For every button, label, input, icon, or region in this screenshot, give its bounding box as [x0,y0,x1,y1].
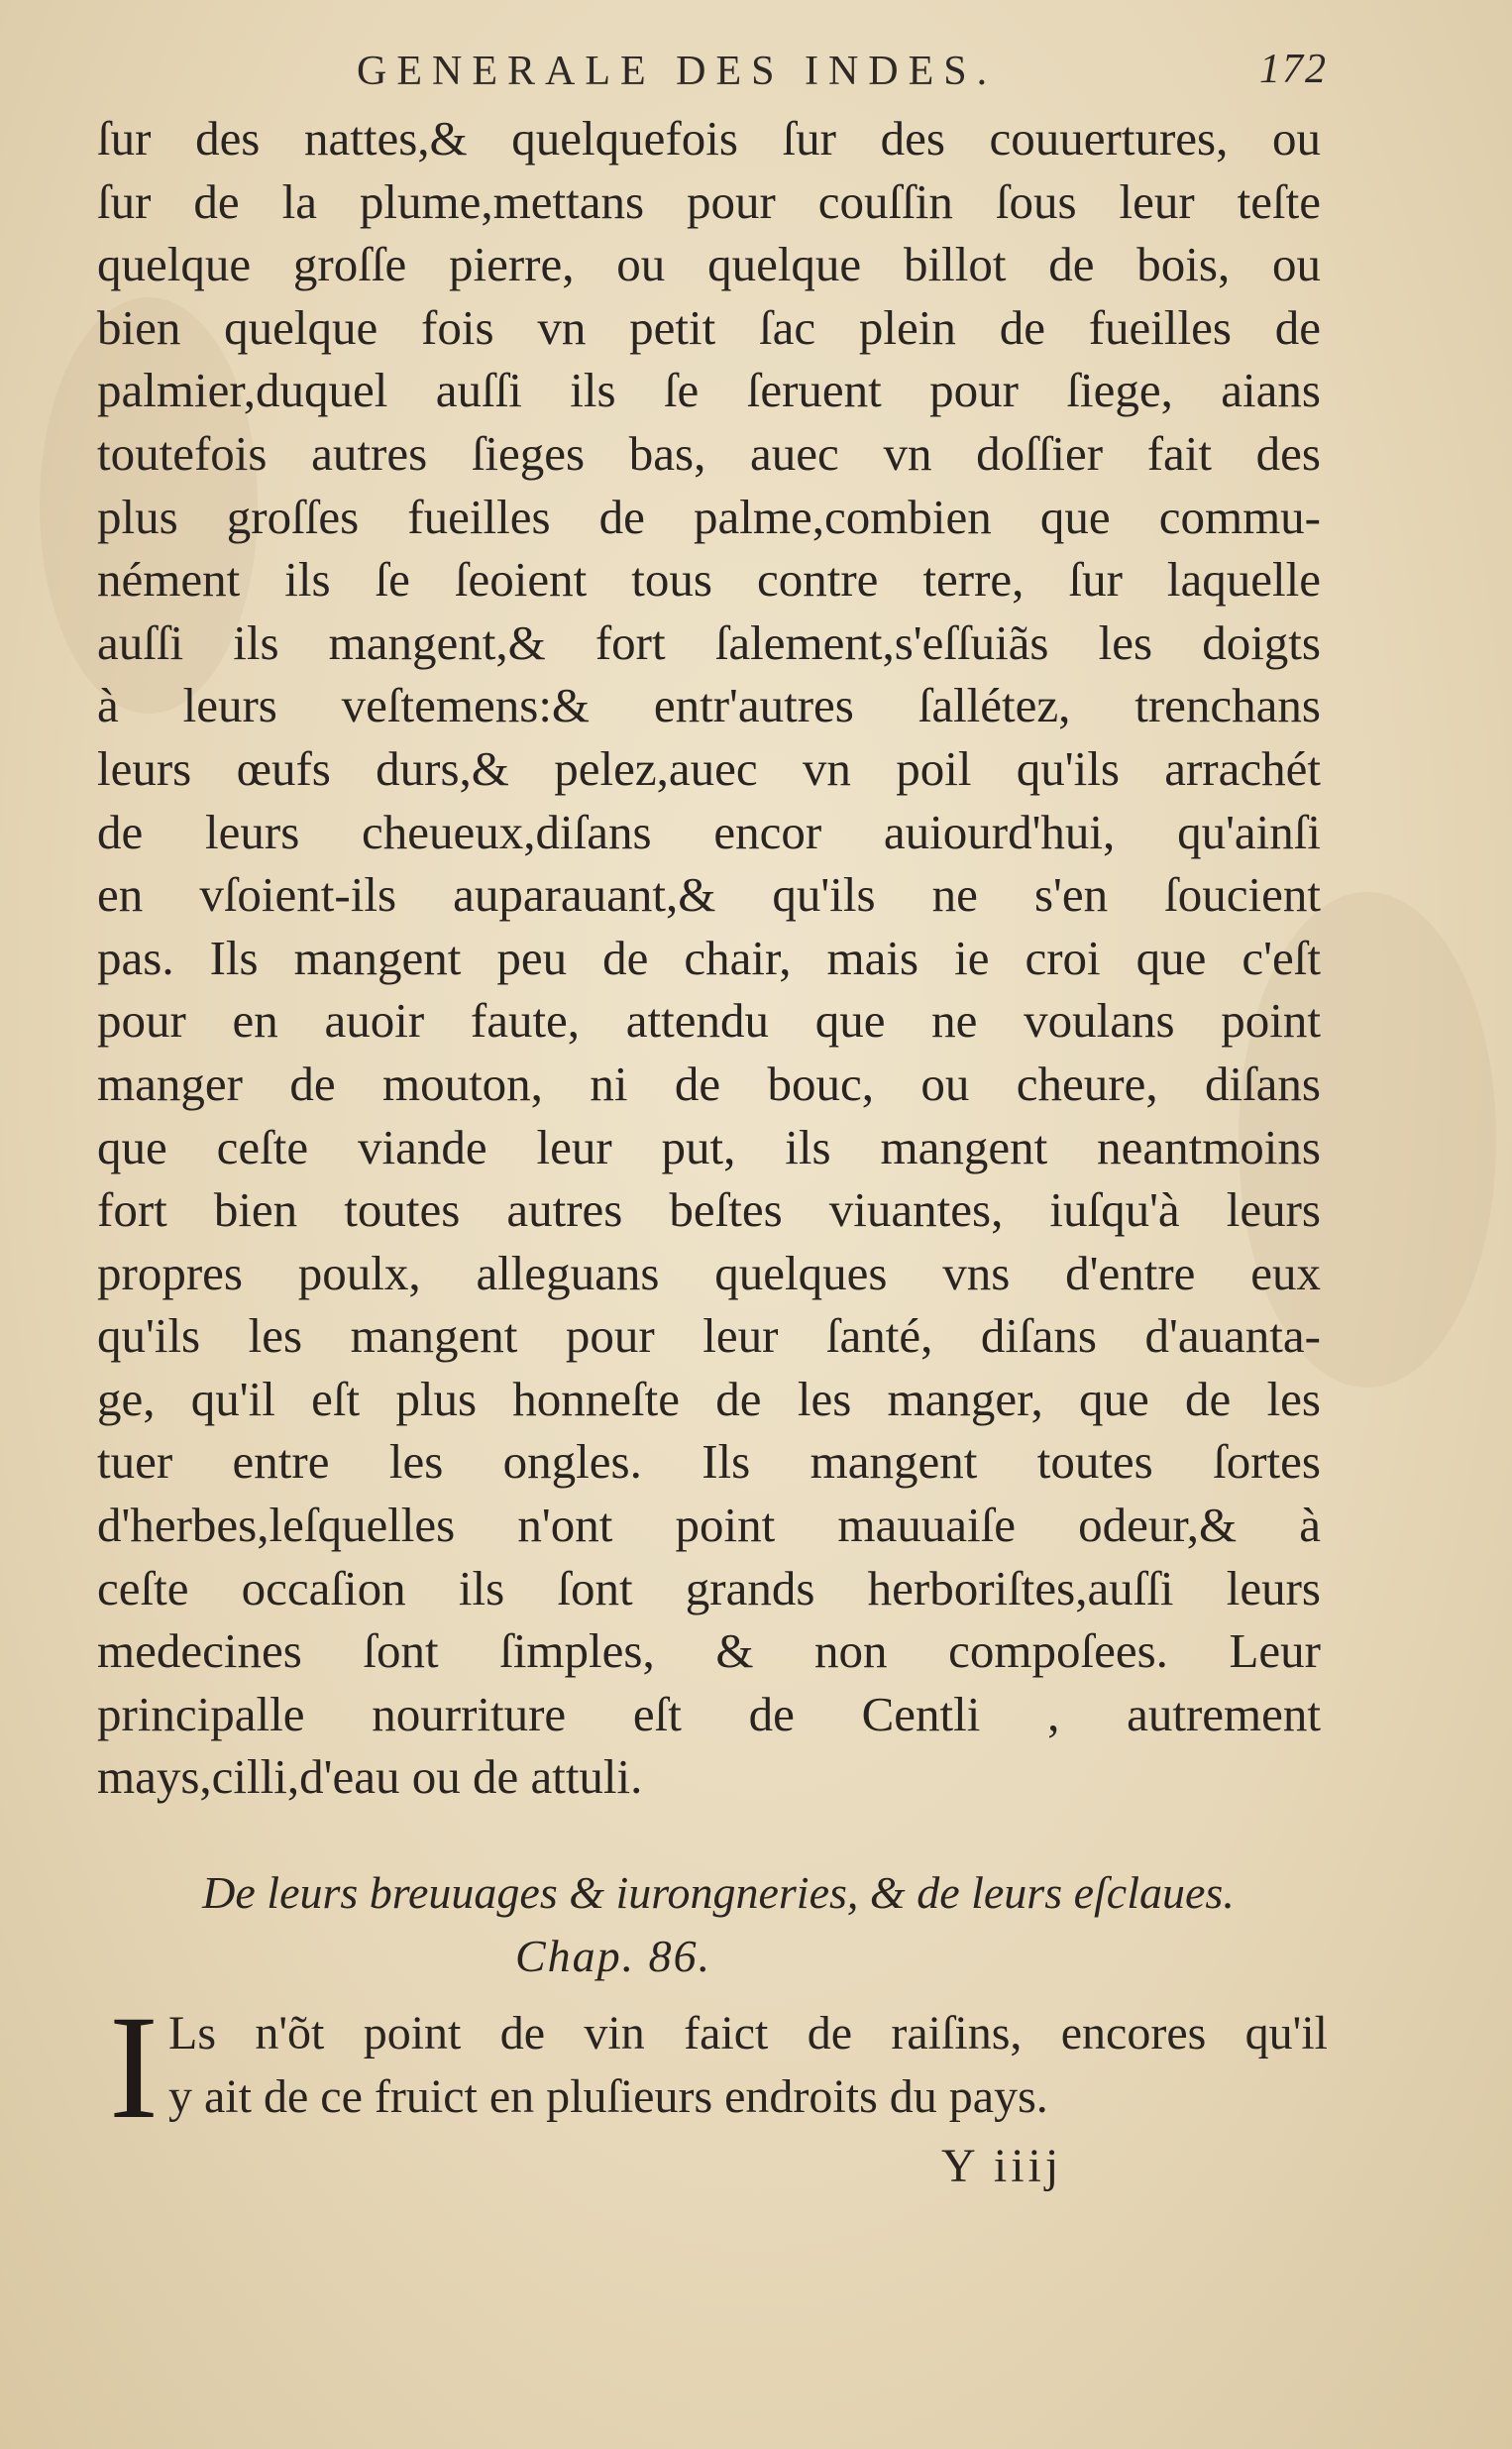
text-line: d'herbes,leſquelles n'ont point mauuaiſe odeur,& à [97,1498,1321,1553]
running-head [297,40,1328,99]
text-line: mays,cilli,d'eau ou de attuli. [97,1749,643,1805]
text-line: tuer entre les ongles. Ils mangent toutes ſortes [97,1434,1321,1490]
chapter-title: De leurs breuuages & iurongneries, & de leurs eſclaues. [202,1867,1235,1918]
text-line: de leurs cheueux,diſans encor auiourd'hui, qu'ainſi [97,804,1321,859]
running-title: GENERALE DES INDES. [357,49,998,94]
text-line: ſur des nattes,& quelquefois ſur des couuertures, ou [97,111,1321,166]
text-line: bien quelque fois vn petit ſac plein de fueilles de [97,299,1321,355]
text-line: auſſi ils mangent,& fort ſalement,s'eſſuiãs les doigts [97,614,1321,670]
text-line: que ceſte viande leur put, ils mangent neantmoins [97,1119,1321,1174]
folio-number: 172 [1259,47,1328,92]
text-line: leurs œufs durs,& pelez,auec vn poil qu'ils arrachét [97,740,1321,796]
opening-text [168,2002,1328,2129]
text-line: principalle nourriture eſt de Centli , autrement [97,1686,1321,1741]
text-line: en vſoient-ils auparauant,& qu'ils ne s'en ſoucient [97,867,1321,923]
text-line: qu'ils les mangent pour leur ſanté, diſans d'auanta- [97,1308,1321,1364]
catchword-signature: Y iiij [941,2140,1063,2192]
text-line: plus groſſes fueilles de palme,combien que commu- [97,489,1321,544]
text-line: toutefois autres ſieges bas, auec vn doſſier fait des [97,425,1321,481]
text-line: manger de mouton, ni de bouc, ou cheure, diſans [97,1056,1321,1111]
text-line: ceſte occaſion ils ſont grands herboriſtes,auſſi leurs [97,1560,1321,1615]
text-line: quelque groſſe pierre, ou quelque billot de bois, ou [97,237,1321,292]
chapter-heading [149,1861,1288,1988]
text-line: pour en auoir faute, attendu que ne voulans point [97,993,1321,1049]
drop-capital: I [109,1985,159,2150]
chapter-opening [109,1985,1328,2150]
text-line: propres poulx, alleguans quelques vns d'entre eux [97,1245,1321,1300]
text-line: y ait de ce fruict en pluſieurs endroits du pays. [168,2070,1048,2123]
text-line: pas. Ils mangent peu de chair, mais ie croi que c'eſt [97,930,1321,985]
text-line: palmier,duquel auſſi ils ſe ſeruent pour ſiege, aians [97,363,1321,418]
text-line: ge, qu'il eſt plus honneſte de les manger, que de les [97,1371,1321,1426]
text-line: nément ils ſe ſeoient tous contre terre, ſur laquelle [97,552,1321,608]
text-line: à leurs veſtemens:& entr'autres ſallétez, trenchans [97,678,1321,733]
body-text [97,107,1321,1809]
text-line: Ls n'õt point de vin faict de raiſins, encores qu'il [168,2007,1328,2059]
chapter-label: Chap. 86. [515,1931,712,1981]
text-line: ſur de la plume,mettans pour couſſin ſous leur teſte [97,173,1321,229]
text-line: fort bien toutes autres beſtes viuantes, iuſqu'à leurs [97,1182,1321,1238]
text-line: medecines ſont ſimples, & non compoſees. Leur [97,1623,1321,1679]
